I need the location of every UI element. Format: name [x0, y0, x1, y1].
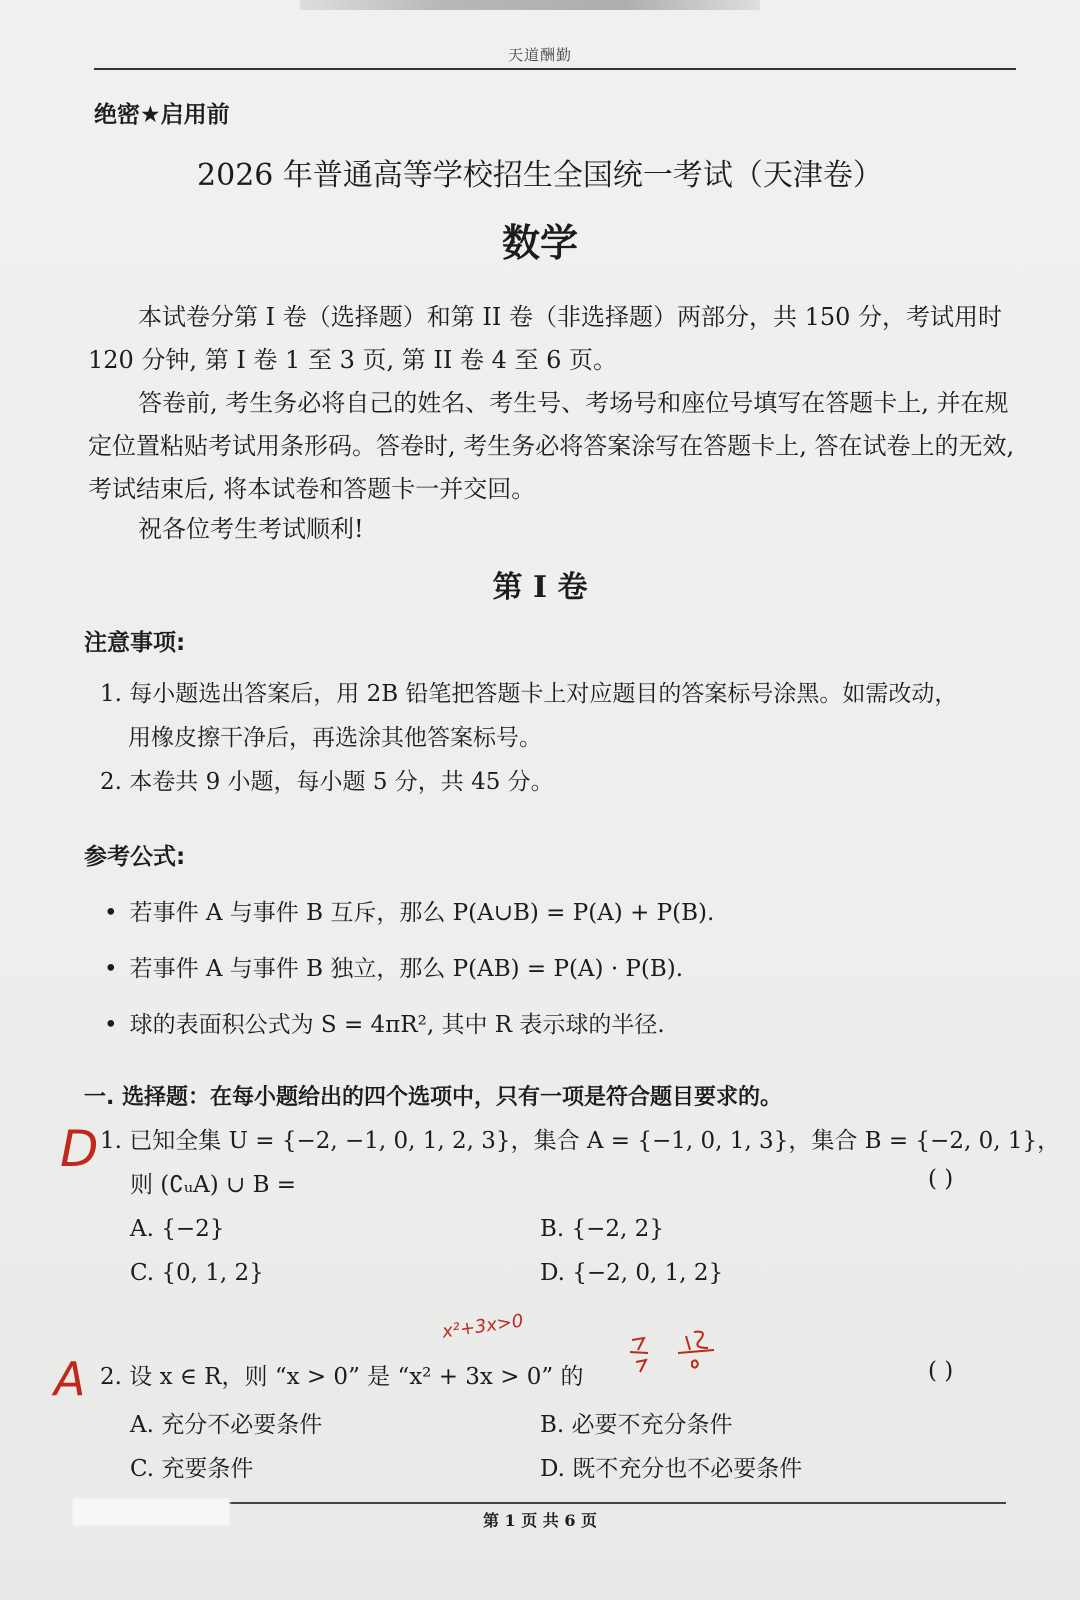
- bullet-icon: •: [104, 1012, 118, 1038]
- formula-item: [104, 1006, 665, 1039]
- answer-bracket: ( ): [928, 1166, 954, 1192]
- top-shadow-strip: [300, 0, 760, 10]
- formula-text: 球的表面积公式为 S = 4πR², 其中 R 表示球的半径.: [129, 1012, 665, 1038]
- bullet-icon: •: [104, 956, 118, 982]
- bullet-icon: •: [104, 900, 118, 926]
- question-2-stem: 2. 设 x ∈ R，则 “x > 0” 是 “x² + 3x > 0” 的: [100, 1364, 584, 1390]
- formula-text: 若事件 A 与事件 B 互斥，那么 P(A∪B) = P(A) + P(B).: [129, 900, 715, 926]
- exam-title: 2026 年普通高等学校招生全国统一考试（天津卷）: [197, 158, 883, 193]
- handwritten-answer-2: A: [54, 1352, 86, 1406]
- note-item-1-cont: 用橡皮擦干净后，再选涂其他答案标号。: [128, 725, 542, 751]
- note-item-1: 1. 每小题选出答案后，用 2B 铅笔把答题卡上对应题目的答案标号涂黑。如需改动，: [100, 681, 958, 707]
- question-1-option-d: D. {−2, 0, 1, 2}: [540, 1260, 724, 1286]
- answer-bracket: ( ): [928, 1358, 954, 1384]
- question-1-option-c: C. {0, 1, 2}: [130, 1260, 264, 1286]
- header-rule: [94, 68, 1016, 70]
- page-footer: 第 1 页 共 6 页: [482, 1511, 598, 1530]
- handwritten-answer-1: D: [60, 1120, 99, 1178]
- handwritten-note: x²+3x>0: [440, 1310, 525, 1343]
- intro-paragraph-3: 祝各位考生考试顺利!: [138, 515, 364, 543]
- question-2-option-d: D. 既不充分也不必要条件: [540, 1456, 803, 1482]
- section-heading: 一. 选择题：在每小题给出的四个选项中，只有一项是符合题目要求的。: [84, 1085, 783, 1110]
- formula-item: [104, 894, 714, 927]
- volume-title: 第 I 卷: [492, 570, 588, 605]
- question-2-option-a: A. 充分不必要条件: [130, 1412, 323, 1438]
- question-1-stem-cont: 则 (∁ᵤA) ∪ B =: [130, 1172, 297, 1198]
- formula-item: [104, 950, 683, 983]
- question-2-option-b: B. 必要不充分条件: [540, 1412, 733, 1438]
- notes-heading: 注意事项:: [84, 630, 186, 656]
- note-item-2: 2. 本卷共 9 小题，每小题 5 分，共 45 分。: [100, 769, 554, 795]
- question-1-option-b: B. {−2, 2}: [540, 1216, 664, 1242]
- subject-title: 数学: [501, 220, 578, 265]
- intro-paragraph-2: 答卷前, 考生务必将自己的姓名、考生号、考场号和座位号填写在答题卡上, 并在规定位置粘贴考试用条形码。答卷时, 考生务必将答案涂写在答题卡上, 答在试卷上的无效, 考试结束后, 将本试卷和答题卡一并交回。: [88, 389, 1015, 503]
- question-1-option-a: A. {−2}: [130, 1216, 225, 1242]
- formula-text: 若事件 A 与事件 B 独立，那么 P(AB) = P(A) · P(B).: [129, 956, 684, 982]
- intro-paragraph-1: 本试卷分第 I 卷（选择题）和第 II 卷（非选择题）两部分，共 150 分，考试用时 120 分钟, 第 I 卷 1 至 3 页, 第 II 卷 4 至 6 页。: [88, 303, 1003, 374]
- confidential-mark: 绝密★启用前: [94, 102, 230, 128]
- running-header: 天道酬勤: [507, 46, 572, 64]
- formula-heading: 参考公式:: [84, 844, 186, 870]
- question-1-stem: 1. 已知全集 U = {−2, −1, 0, 1, 2, 3}，集合 A = {−1, 0, 1, 3}，集合 B = {−2, 0, 1}，: [100, 1128, 1061, 1154]
- question-2-option-c: C. 充要条件: [130, 1456, 254, 1482]
- handwritten-scribble: [628, 1326, 720, 1378]
